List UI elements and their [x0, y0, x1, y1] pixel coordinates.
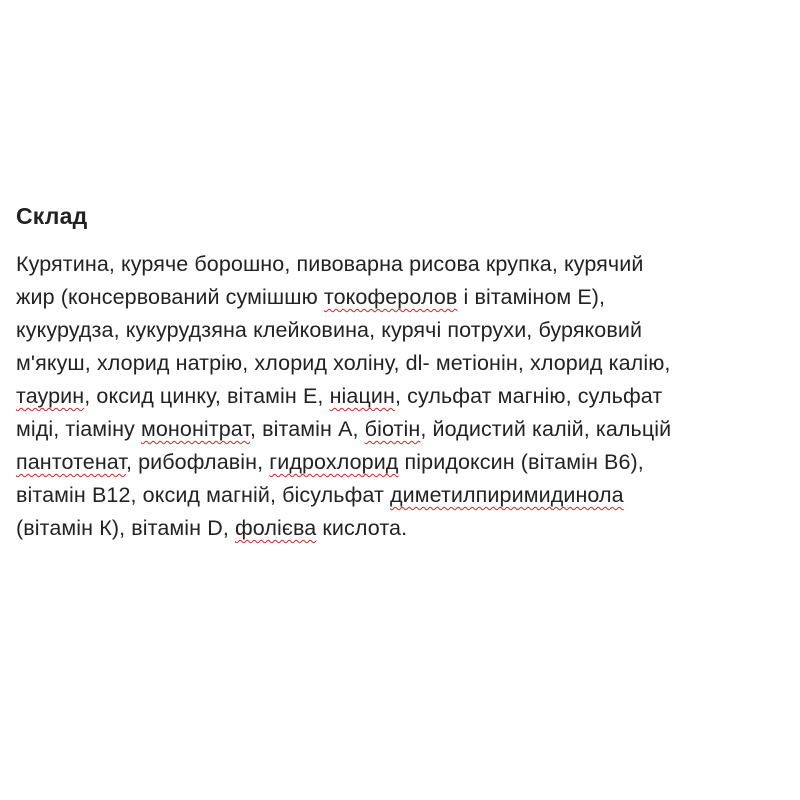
text-segment: міді, тіаміну: [16, 417, 141, 441]
text-segment: і вітаміном Е),: [457, 285, 606, 309]
text-line: [16, 512, 786, 545]
text-segment: , рибофлавін,: [125, 450, 270, 474]
text-line: [16, 347, 786, 380]
text-segment: жир (консервований сумішшю: [16, 285, 324, 309]
text-line: [16, 413, 786, 446]
text-segment: (вітамін К), вітамін D,: [16, 516, 235, 540]
text-line: [16, 248, 786, 281]
spellcheck-flagged-word: ніацин: [329, 384, 395, 408]
text-line: [16, 479, 786, 512]
text-segment: , йодистий калій, кальцій: [420, 417, 672, 441]
text-line: [16, 446, 786, 479]
spellcheck-flagged-word: фолієва: [235, 516, 317, 540]
text-segment: Курятина, куряче борошно, пивоварна рисова крупка, курячий: [16, 252, 644, 276]
text-segment: кислота.: [316, 516, 408, 540]
spellcheck-flagged-word: біотін: [364, 417, 421, 441]
spellcheck-flagged-word: пантотенат: [16, 450, 126, 474]
spellcheck-flagged-word: гидрохлорид: [269, 450, 399, 474]
document-body: [16, 200, 786, 545]
text-segment: вітамін В12, оксид магній, бісульфат: [16, 483, 390, 507]
text-segment: , оксид цинку, вітамін Е,: [84, 384, 330, 408]
text-segment: , вітамін А,: [249, 417, 365, 441]
section-heading: Склад: [16, 203, 88, 229]
ingredients-paragraph: [16, 248, 786, 545]
text-line: [16, 281, 786, 314]
text-segment: м'якуш, хлорид натрію, хлорид холіну, dl- метіонін, хлорид калію,: [16, 351, 671, 375]
text-line: [16, 380, 786, 413]
spellcheck-flagged-word: диметилпиримидинола: [390, 483, 624, 507]
text-segment: кукурудза, кукурудзяна клейковина, курячі потрухи, буряковий: [16, 318, 643, 342]
text-line: [16, 314, 786, 347]
spellcheck-flagged-word: таурин: [16, 384, 85, 408]
spellcheck-flagged-word: токоферолов: [323, 285, 458, 309]
spellcheck-flagged-word: мононітрат: [140, 417, 250, 441]
text-segment: , сульфат магнію, сульфат: [394, 384, 663, 408]
text-segment: піридоксин (вітамін В6),: [398, 450, 644, 474]
